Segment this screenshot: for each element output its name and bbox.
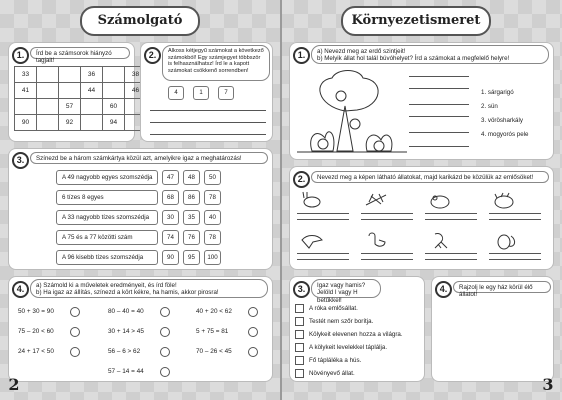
digit-card: 1 [193,86,209,100]
answer-circle[interactable] [160,347,170,357]
number-card[interactable]: 47 [162,170,179,185]
grid-cell[interactable] [37,99,59,115]
answer-box[interactable] [295,343,304,352]
animal-picture[interactable] [299,230,325,250]
answer-box[interactable] [295,356,304,365]
grid-cell[interactable] [37,67,59,83]
exercise-number: 1. [12,47,29,64]
equation: 30 + 14 > 45 [108,328,144,335]
answer-line[interactable] [409,132,469,133]
grid-cell[interactable] [15,99,37,115]
grid-cell[interactable]: 90 [15,115,37,131]
instruction-a: a) Nevezd meg az erdő szintjeit! [317,48,406,55]
animal-picture[interactable] [491,190,517,210]
animal-picture[interactable] [363,230,389,250]
animal-picture[interactable] [427,190,453,210]
number-card[interactable]: 48 [183,170,200,185]
grid-row [15,67,147,83]
definition-label: 6 tízes 8 egyes [56,190,158,205]
definition-label: A 33 nagyobb tízes szomszédja [56,210,158,225]
grid-cell[interactable]: 60 [103,99,125,115]
grid-cell[interactable]: 41 [15,83,37,99]
equation: 70 – 26 < 45 [196,348,232,355]
grid-cell[interactable] [59,83,81,99]
answer-circle[interactable] [248,347,258,357]
page-title: Környezetismeret [341,6,491,36]
equation: 40 + 20 < 62 [196,308,232,315]
equation: 75 – 20 < 60 [18,328,54,335]
statement-text: A róka emlősállat. [309,305,358,312]
answer-line[interactable] [150,110,266,111]
number-card[interactable]: 50 [204,170,221,185]
digit-card: 4 [168,86,184,100]
answer-box[interactable] [295,369,304,378]
answer-box[interactable] [295,330,304,339]
answer-line[interactable] [297,253,349,254]
number-card[interactable]: 100 [204,250,221,265]
grid-row [15,99,147,115]
animal-label: 1. sárgarigó [481,89,514,96]
number-card[interactable]: 30 [162,210,179,225]
equation: 57 – 14 = 44 [108,368,144,375]
answer-line[interactable] [409,88,469,89]
grid-cell[interactable]: 92 [59,115,81,131]
exercise-instruction [311,45,549,64]
exercise-number: 3. [293,281,310,298]
answer-line[interactable] [489,259,541,260]
grid-cell[interactable]: 33 [15,67,37,83]
grid-cell[interactable] [37,115,59,131]
number-card[interactable]: 95 [183,250,200,265]
answer-circle[interactable] [248,327,258,337]
definition-label: A 96 kisebb tízes szomszédja [56,250,158,265]
statement-text: Kölykeit elevenen hozza a világra. [309,331,403,338]
exercise-instruction: Rajzolj le egy ház körül élő állatot! [453,281,551,293]
answer-line[interactable] [489,253,541,254]
grid-cell[interactable]: 46 [125,83,147,99]
grid-cell[interactable] [59,67,81,83]
page-number: 3 [542,375,554,394]
answer-line[interactable] [297,219,349,220]
equation: 24 + 17 < 50 [18,348,54,355]
answer-box[interactable] [295,317,304,326]
exercise-instruction [30,279,268,298]
exercise-instruction: Alkoss kétjegyű számokat a következő számokból! Egy számjegyet többször is felhasználhatsz! Írd le a kapott számokat csökkenő sorrendben! [162,45,270,81]
number-card[interactable]: 40 [204,210,221,225]
grid-cell[interactable] [81,99,103,115]
number-card[interactable]: 68 [162,190,179,205]
answer-line[interactable] [150,122,266,123]
exercise-instruction: Színezd be a három számkártya közül azt, amelyikre igaz a meghatározás! [30,152,268,164]
answer-line[interactable] [150,134,266,135]
answer-line[interactable] [489,219,541,220]
digit-card: 7 [218,86,234,100]
grid-cell[interactable]: 57 [59,99,81,115]
exercise-number: 4. [435,281,452,298]
number-card[interactable]: 78 [204,190,221,205]
equation: 56 – 6 > 62 [108,348,141,355]
answer-circle[interactable] [160,327,170,337]
definition-label: A 49 nagyobb egyes szomszédja [56,170,158,185]
number-card[interactable]: 90 [162,250,179,265]
answer-line[interactable] [297,259,349,260]
answer-line[interactable] [425,253,477,254]
exercise-number: 1. [293,47,310,64]
animal-label: 4. mogyorós pele [481,131,529,138]
page-number: 2 [8,375,20,394]
statement-text: A kölykeit levelekkel táplálja. [309,344,388,351]
answer-line[interactable] [409,116,469,117]
grid-cell[interactable]: 36 [81,67,103,83]
answer-box[interactable] [295,304,304,313]
grid-row [15,83,147,99]
number-grid [14,66,147,131]
number-card[interactable]: 86 [183,190,200,205]
exercise-number: 3. [12,152,29,169]
instruction-b: b) Melyik állat hol talál búvóhelyet? Írd a számokat a megfelelő helyre! [317,55,510,63]
statement-text: Növényevő állat. [309,370,355,377]
exercise-number: 4. [12,281,29,298]
answer-line[interactable] [425,219,477,220]
answer-line[interactable] [409,104,469,105]
animal-picture[interactable] [363,190,389,210]
answer-line[interactable] [425,259,477,260]
number-card[interactable]: 35 [183,210,200,225]
answer-line[interactable] [409,76,469,77]
number-card[interactable]: 76 [183,230,200,245]
answer-line[interactable] [361,213,413,214]
statement-text: Testét nem szőr borítja. [309,318,374,325]
answer-line[interactable] [297,213,349,214]
grid-cell[interactable] [103,83,125,99]
grid-cell[interactable]: 44 [81,83,103,99]
answer-circle[interactable] [70,307,80,317]
instruction-line-1: Igaz vagy hamis? [317,282,366,289]
grid-row [15,115,147,131]
exercise-instruction: Írd be a számsorok hiányzó tagjait! [30,47,130,59]
answer-circle[interactable] [160,367,170,377]
statement-text: Fő táplálékа a hús. [309,357,362,364]
instruction-line-2: Jelöld I vagy H betűkkel! [317,289,358,304]
exercise-number: 2. [293,171,310,188]
grid-cell[interactable]: 94 [103,115,125,131]
instruction-a: a) Számold ki a műveletek eredményeit, és írd föle! [36,282,177,289]
answer-circle[interactable] [248,307,258,317]
grid-cell[interactable] [103,67,125,83]
answer-circle[interactable] [160,307,170,317]
exercise-instruction: Nevezd meg a képen látható állatokat, majd karikázd be közülük az emlősöket! [311,171,549,183]
exercise-number: 2. [144,47,161,64]
definition-label: A 75 és a 77 közötti szám [56,230,158,245]
equation: 80 – 40 = 40 [108,308,144,315]
answer-line[interactable] [409,146,469,147]
number-card[interactable]: 78 [204,230,221,245]
equation: 50 + 30 = 90 [18,308,54,315]
equation: 5 + 75 = 81 [196,328,229,335]
animal-label: 3. vörösharkály [481,117,523,124]
answer-line[interactable] [425,213,477,214]
grid-cell[interactable]: 38 [125,67,147,83]
answer-line[interactable] [361,259,413,260]
answer-line[interactable] [361,253,413,254]
answer-line[interactable] [361,219,413,220]
right-page [281,0,562,400]
animal-label: 2. sün [481,103,498,110]
grid-cell[interactable] [37,83,59,99]
page-title: Számolgató [80,6,200,36]
number-card[interactable]: 74 [162,230,179,245]
forest-illustration [297,66,407,156]
animal-picture[interactable] [299,190,325,210]
grid-cell[interactable] [81,115,103,131]
exercise-instruction [311,279,381,304]
answer-circle[interactable] [70,347,80,357]
animal-picture[interactable] [427,230,453,250]
answer-circle[interactable] [70,327,80,337]
answer-line[interactable] [489,213,541,214]
instruction-b: b) Ha igaz az állítás, színezd a kört kékre, ha hamis, akkor pirosra! [36,289,219,297]
animal-picture[interactable] [491,230,517,250]
